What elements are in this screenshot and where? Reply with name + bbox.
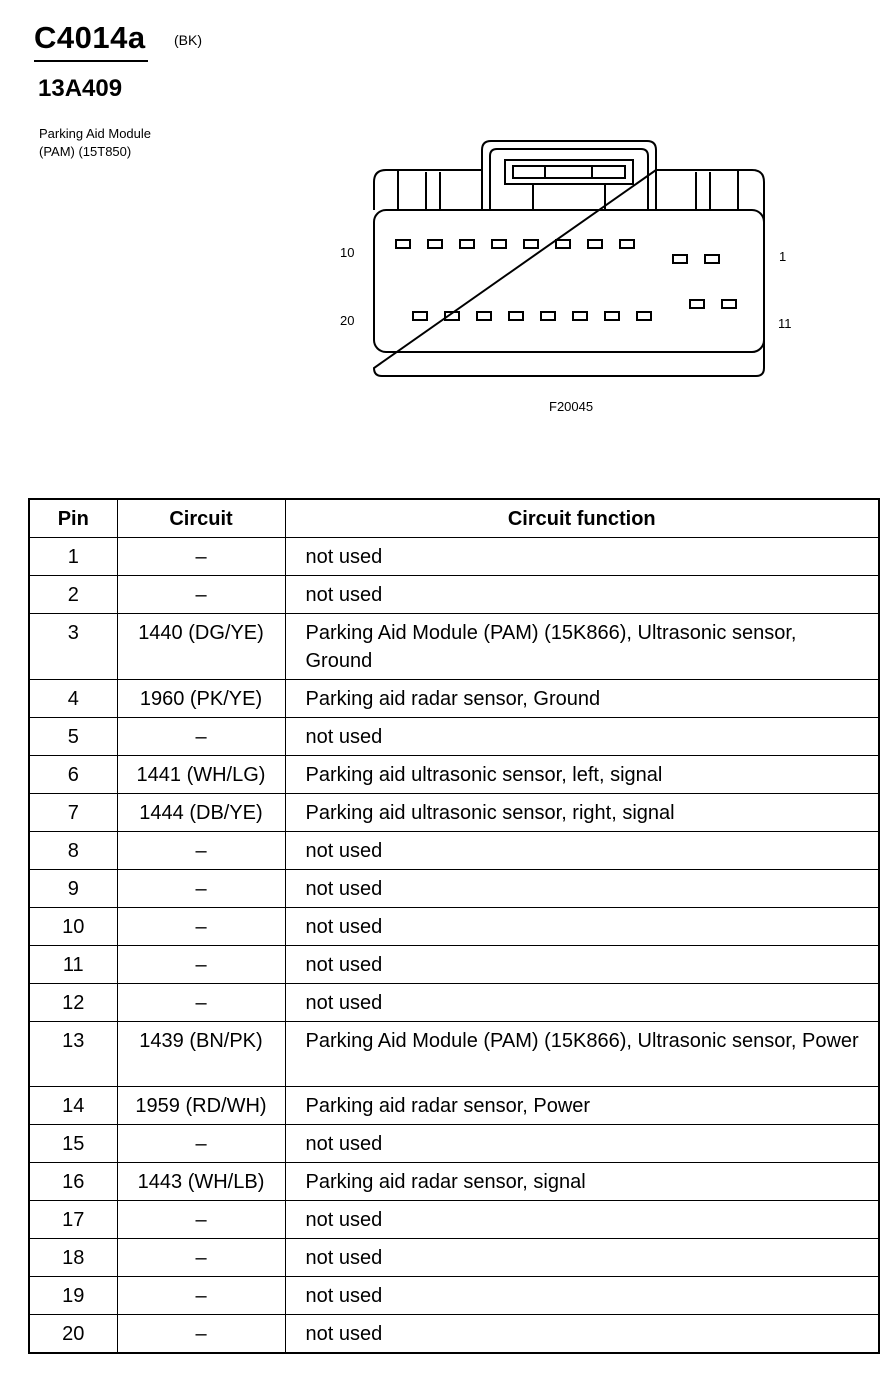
pin-number: 12 bbox=[29, 984, 117, 1022]
circuit: – bbox=[117, 870, 285, 908]
circuit: – bbox=[117, 1277, 285, 1315]
circuit: – bbox=[117, 908, 285, 946]
table-row bbox=[29, 794, 879, 832]
latch-slot bbox=[505, 160, 633, 184]
table-row bbox=[29, 756, 879, 794]
pin-cavity-16 bbox=[541, 312, 555, 320]
pin-number: 4 bbox=[29, 680, 117, 718]
table-row bbox=[29, 946, 879, 984]
pin-number: 16 bbox=[29, 1163, 117, 1201]
circuit-function: not used bbox=[285, 946, 879, 984]
pin-cavity-6 bbox=[524, 240, 538, 248]
circuit: – bbox=[117, 1239, 285, 1277]
table-row bbox=[29, 1315, 879, 1354]
pin-cavity-9 bbox=[428, 240, 442, 248]
circuit: – bbox=[117, 984, 285, 1022]
circuit: – bbox=[117, 1315, 285, 1354]
pin-number: 6 bbox=[29, 756, 117, 794]
pin-number: 1 bbox=[29, 538, 117, 576]
connector-color: (BK) bbox=[174, 32, 202, 48]
part-number: 13A409 bbox=[38, 75, 123, 102]
circuit-function: not used bbox=[285, 718, 879, 756]
table-row bbox=[29, 576, 879, 614]
table-row bbox=[29, 1087, 879, 1125]
table-row bbox=[29, 1125, 879, 1163]
pin-number: 9 bbox=[29, 870, 117, 908]
pin-number: 11 bbox=[29, 946, 117, 984]
circuit: – bbox=[117, 1125, 285, 1163]
circuit: 1959 (RD/WH) bbox=[117, 1087, 285, 1125]
pin-number: 3 bbox=[29, 614, 117, 680]
table-row bbox=[29, 1163, 879, 1201]
circuit-function: not used bbox=[285, 1201, 879, 1239]
table-row bbox=[29, 1022, 879, 1087]
circuit-function: Parking Aid Module (PAM) (15K866), Ultrasonic sensor, Ground bbox=[285, 614, 879, 680]
cavity-row-top bbox=[396, 240, 719, 263]
circuit: 1439 (BN/PK) bbox=[117, 1022, 285, 1087]
pin-number: 18 bbox=[29, 1239, 117, 1277]
circuit-function: not used bbox=[285, 576, 879, 614]
diagram-label-pin-11: 11 bbox=[778, 316, 792, 331]
pin-cavity-10 bbox=[396, 240, 410, 248]
circuit: 1960 (PK/YE) bbox=[117, 680, 285, 718]
pin-cavity-20 bbox=[413, 312, 427, 320]
pin-cavity-11 bbox=[722, 300, 736, 308]
latch-slot-inner bbox=[513, 166, 625, 178]
table-row bbox=[29, 614, 879, 680]
circuit-function: not used bbox=[285, 870, 879, 908]
connector-id: C4014a bbox=[34, 20, 146, 55]
figure-code: F20045 bbox=[549, 399, 594, 414]
circuit-function: not used bbox=[285, 1277, 879, 1315]
module-name-line1: Parking Aid Module bbox=[39, 126, 152, 141]
pin-cavity-13 bbox=[637, 312, 651, 320]
pin-cavity-15 bbox=[573, 312, 587, 320]
connector-shell bbox=[374, 170, 764, 376]
circuit-function: Parking Aid Module (PAM) (15K866), Ultrasonic sensor, Power bbox=[285, 1022, 879, 1087]
pin-cavity-2 bbox=[673, 255, 687, 263]
circuit-function: not used bbox=[285, 908, 879, 946]
pin-cavity-7 bbox=[492, 240, 506, 248]
circuit: – bbox=[117, 1201, 285, 1239]
table-row bbox=[29, 680, 879, 718]
table-row bbox=[29, 538, 879, 576]
pin-cavity-14 bbox=[605, 312, 619, 320]
circuit: 1441 (WH/LG) bbox=[117, 756, 285, 794]
diagram-label-pin-10: 10 bbox=[340, 245, 355, 260]
circuit-function: not used bbox=[285, 832, 879, 870]
circuit: – bbox=[117, 538, 285, 576]
pin-number: 14 bbox=[29, 1087, 117, 1125]
circuit: – bbox=[117, 832, 285, 870]
pin-number: 19 bbox=[29, 1277, 117, 1315]
pin-cavity-17 bbox=[509, 312, 523, 320]
circuit-function: not used bbox=[285, 1239, 879, 1277]
pin-number: 2 bbox=[29, 576, 117, 614]
pin-table bbox=[28, 498, 880, 1354]
table-row bbox=[29, 1239, 879, 1277]
pin-cavity-1 bbox=[705, 255, 719, 263]
pin-cavity-5 bbox=[556, 240, 570, 248]
pin-number: 7 bbox=[29, 794, 117, 832]
latch-tab bbox=[533, 184, 605, 210]
header-circuit: Circuit bbox=[117, 499, 285, 538]
pin-cavity-3 bbox=[620, 240, 634, 248]
circuit-function: not used bbox=[285, 984, 879, 1022]
table-row bbox=[29, 1201, 879, 1239]
pin-number: 20 bbox=[29, 1315, 117, 1354]
circuit: 1440 (DG/YE) bbox=[117, 614, 285, 680]
circuit: – bbox=[117, 718, 285, 756]
pin-number: 5 bbox=[29, 718, 117, 756]
header-pin: Pin bbox=[29, 499, 117, 538]
circuit: 1444 (DB/YE) bbox=[117, 794, 285, 832]
table-row bbox=[29, 832, 879, 870]
circuit: 1443 (WH/LB) bbox=[117, 1163, 285, 1201]
pin-cavity-4 bbox=[588, 240, 602, 248]
circuit-function: Parking aid ultrasonic sensor, right, signal bbox=[285, 794, 879, 832]
diagram-label-pin-1: 1 bbox=[779, 249, 787, 264]
circuit: – bbox=[117, 576, 285, 614]
cavity-row-bottom bbox=[413, 300, 736, 320]
circuit-function: Parking aid radar sensor, Power bbox=[285, 1087, 879, 1125]
pin-cavity-12 bbox=[690, 300, 704, 308]
connector-face-diagram bbox=[0, 0, 890, 440]
table-row bbox=[29, 718, 879, 756]
pin-number: 15 bbox=[29, 1125, 117, 1163]
circuit-function: not used bbox=[285, 1315, 879, 1354]
circuit-function: not used bbox=[285, 1125, 879, 1163]
connector-latch bbox=[482, 141, 656, 210]
pin-cavity-8 bbox=[460, 240, 474, 248]
circuit-function: not used bbox=[285, 538, 879, 576]
circuit-function: Parking aid ultrasonic sensor, left, signal bbox=[285, 756, 879, 794]
circuit-function: Parking aid radar sensor, signal bbox=[285, 1163, 879, 1201]
diagram-label-pin-20: 20 bbox=[340, 313, 355, 328]
pin-number: 8 bbox=[29, 832, 117, 870]
table-row bbox=[29, 870, 879, 908]
circuit: – bbox=[117, 946, 285, 984]
table-row bbox=[29, 984, 879, 1022]
latch-inner bbox=[490, 149, 648, 210]
header-circuit-function: Circuit function bbox=[285, 499, 879, 538]
table-row bbox=[29, 1277, 879, 1315]
pin-number: 13 bbox=[29, 1022, 117, 1087]
pin-number: 17 bbox=[29, 1201, 117, 1239]
circuit-function: Parking aid radar sensor, Ground bbox=[285, 680, 879, 718]
pin-number: 10 bbox=[29, 908, 117, 946]
table-header-row bbox=[29, 499, 879, 538]
pin-cavity-18 bbox=[477, 312, 491, 320]
module-name-line2: (PAM) (15T850) bbox=[39, 144, 132, 159]
table-row bbox=[29, 908, 879, 946]
